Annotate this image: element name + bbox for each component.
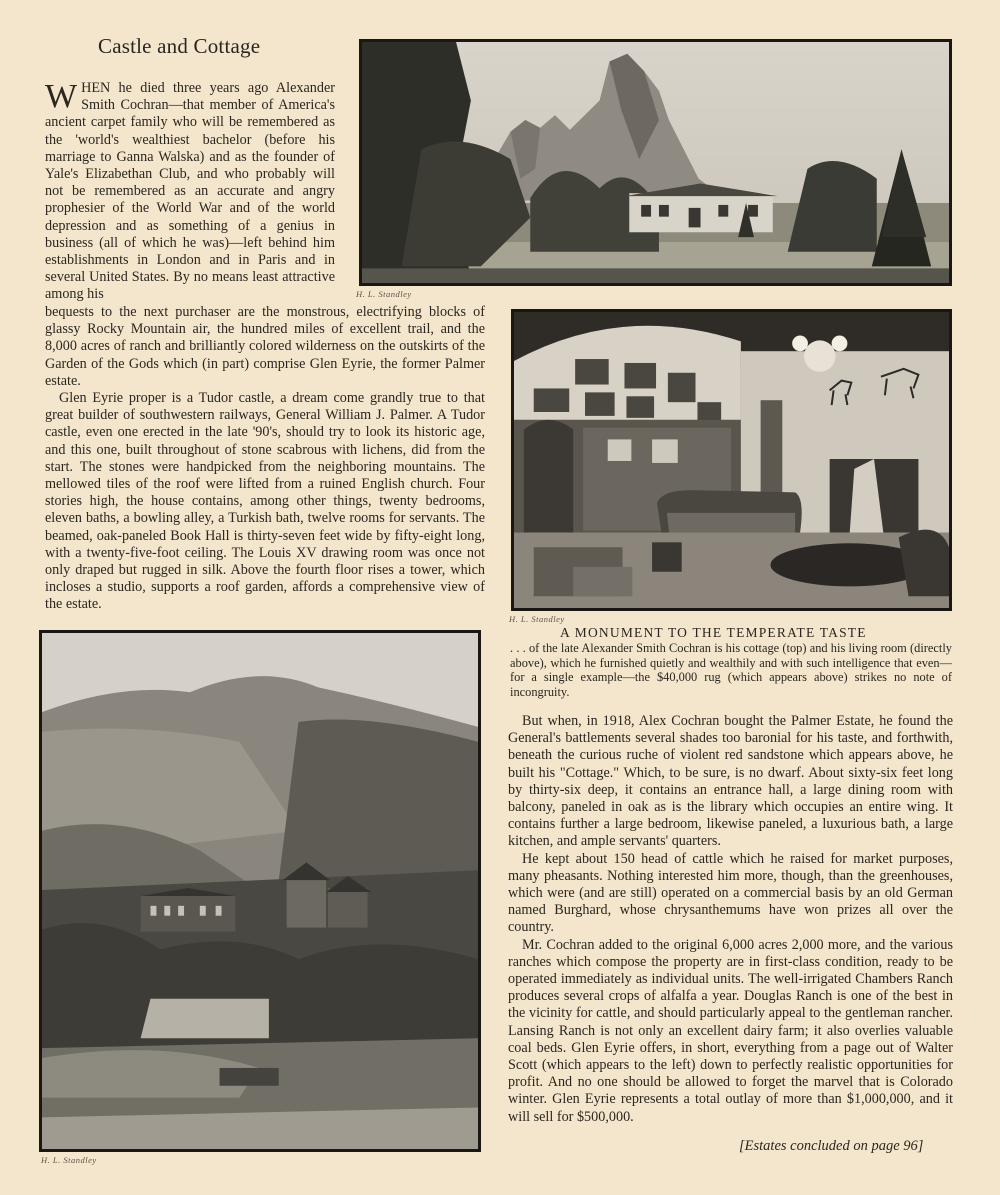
article-title: Castle and Cottage [98,34,261,58]
caption-heading: A MONUMENT TO THE TEMPERATE TASTE [560,625,867,640]
paragraph-cottage: But when, in 1918, Alex Cochran bought the Palmer Estate, he found the General's battlements several shades too baronial for his taste, and forthwith, beneath the curious ruche of violent red sandstone which appears above, he built his "Cottage." Which, to be sure, is no dwarf. About sixty-six feet long by thirty-six deep, it contains an entrance hall, a large dining room with balcony, paneled in oak as is the library which occupies an entire wing. It contains further a large bedroom, likewise paneled, a luxurious bath, a large kitchen, and ample servants' quarters. [508,713,953,850]
caption-body: . . . of the late Alexander Smith Cochran is his cottage (top) and his living room (directly above), which he furnished quietly and wealthily and with such intelligence that even—for a single example—the $40,000 rug (which appears above) strikes no note of incongruity. [510,641,952,699]
paragraph-castle: Glen Eyrie proper is a Tudor castle, a dream come grandly true to that great builder of southwestern railways, General William J. Palmer. A Tudor castle, even one erected in the late '90's, should try to look its historic age, and this one, built throughout of stone scabrous with lichens, did from the start. The stones were handpicked from the neighboring mountains. The mellowed tiles of the roof were lifted from a ruined English church. Four stories high, the house contains, among other things, twenty bedrooms, eleven baths, a bowling alley, a Turkish bath, twelve rooms for servants. The beamed, oak-paneled Book Hall is thirty-seven feet wide by fifty-eight long, with a twenty-five-foot ceiling. The Louis XV drawing room was once not only draped but rugged in silk. Above the fourth floor rises a tower, which incloses a studio, supports a roof garden, affords a comprehensive view of the estate. [45,390,485,613]
paragraph-cattle: He kept about 150 head of cattle which he raised for market purposes, many pheasants. Nothing interested him more, though, than the greenhouses, which were (and are still) operated on a commercial basis by an old German named Burghard, whose chrysanthemums have won prizes all over the country. [508,850,953,936]
intro-text: HEN he died three years ago Alexander Smith Cochran—that member of America's ancient carpet family who will be remembered as the 'world's wealthiest bachelor (before his marriage to Ganna Walska) and as the founder of Yale's Elizabethan Club, and who probably will not be remembered as an accurate and angry prophesier of the World War and of the world depression and as something of a genius in business (all of which he was)—left behind him establishments in London and in Paris and in several United States. By no means least attractive among his [45,80,335,303]
living-room-photo-credit: H. L. Standley [509,614,565,624]
paragraph-continued: bequests to the next purchaser are the monstrous, electrifying blocks of glassy Rocky Mountain air, the hundred miles of excellent trail, and the 8,000 acres of ranch and brilliantly colored wilderness on the outskirts of the Garden of the Gods which (in part) comprise Glen Eyrie, the former Palmer estate. [45,304,485,389]
continued-note: [Estates concluded on page 96] [739,1138,924,1154]
dropcap: W [45,78,78,115]
cottage-photo-credit: H. L. Standley [356,289,412,299]
intro-paragraph [45,80,335,304]
paragraph-ranches: Mr. Cochran added to the original 6,000 acres 2,000 more, and the various ranches which compose the property are in first-class condition, ready to be operated immediately as individual units. The well-irrigated Chambers Ranch produces several crops of alfalfa a year. Douglas Ranch is one of the best in the vicinity for cattle, and should particularly appeal to the gentleman rancher. Lansing Ranch is not only an excellent dairy farm; it also overlies valuable coal beds. Glen Eyrie offers, in short, everything from a page out of Walter Scott (which appears to the left) down to perfectly realistic opportunities for profit. And no one should be allowed to forget the marvel that is Colorado winter. Glen Eyrie represents a total outlay of more than $1,000,000, and it will sell for $500,000. [508,936,953,1125]
right-column-text [508,713,953,1126]
castle-photo [39,630,481,1152]
living-room-photo [511,309,952,611]
castle-photo-credit: H. L. Standley [41,1155,97,1165]
cottage-photo [359,39,952,286]
left-column-text [45,304,485,614]
